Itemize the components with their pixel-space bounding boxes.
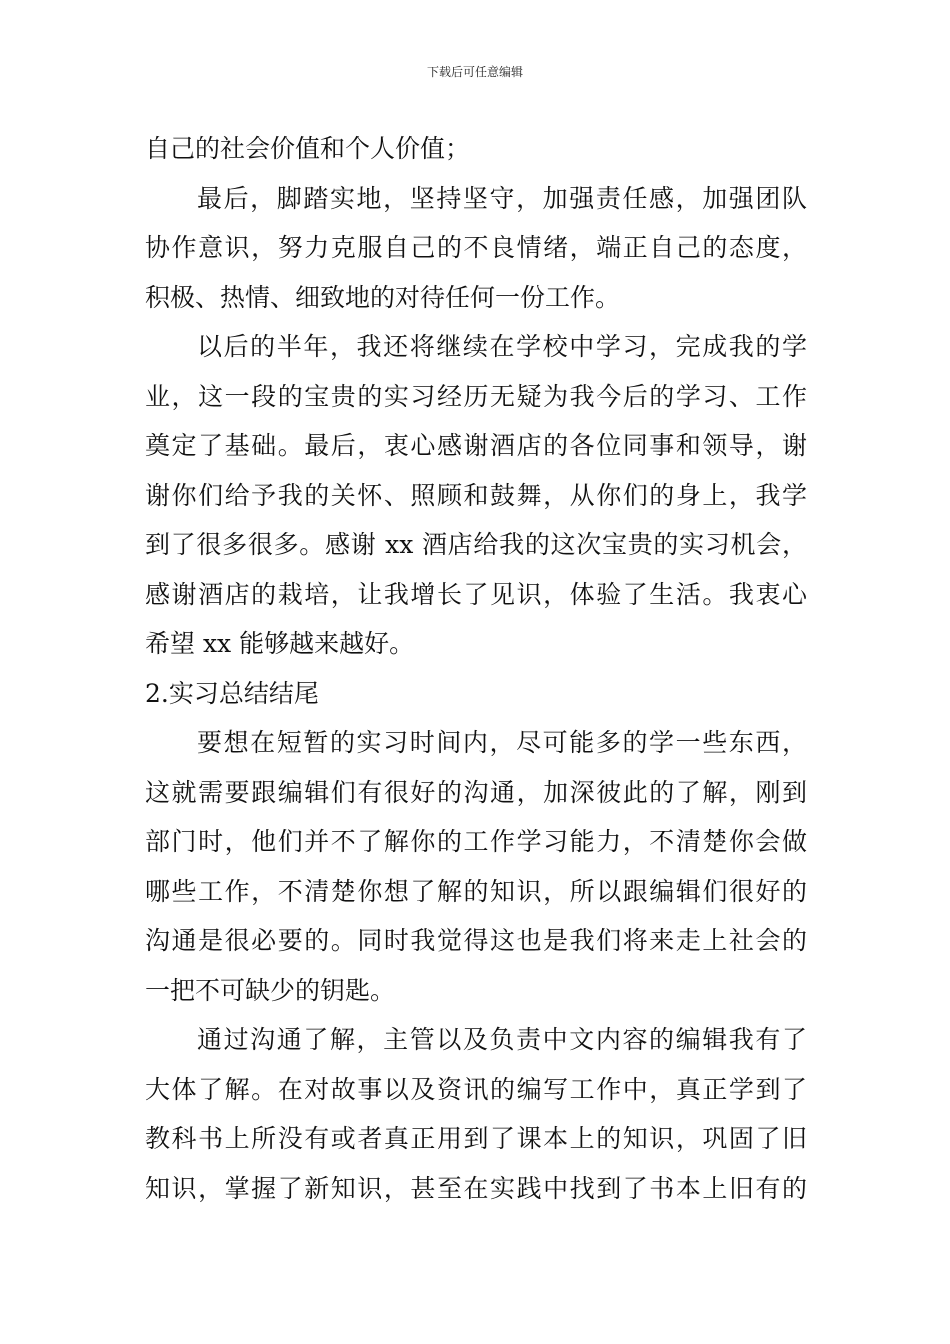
text-line: 协作意识，努力克服自己的不良情绪，端正自己的态度，	[145, 233, 807, 262]
text-line: 这就需要跟编辑们有很好的沟通，加深彼此的了解，刚到	[145, 777, 807, 807]
text-line: 希望 xx 能够越来越好。	[145, 629, 415, 658]
text-line: 教科书上所没有或者真正用到了课本上的知识，巩固了旧	[145, 1124, 807, 1153]
text-line: 到了很多很多。感谢 xx 酒店给我的这次宝贵的实习机会，	[145, 530, 807, 559]
text-line: 哪些工作，不清楚你想了解的知识，所以跟编辑们很好的	[145, 876, 807, 906]
text-line: 奠定了基础。最后，衷心感谢酒店的各位同事和领导，谢	[145, 431, 807, 460]
text-line: 通过沟通了解，主管以及负责中文内容的编辑我有了	[197, 1025, 807, 1054]
text-line: 知识，掌握了新知识，甚至在实践中找到了书本上旧有的	[145, 1173, 807, 1203]
text-line: 以后的半年，我还将继续在学校中学习，完成我的学	[197, 332, 807, 361]
text-line: 业，这一段的宝贵的实习经历无疑为我今后的学习、工作	[145, 381, 807, 411]
text-line: 要想在短暂的实习时间内，尽可能多的学一些东西，	[197, 728, 807, 757]
text-line: 谢你们给予我的关怀、照顾和鼓舞，从你们的身上，我学	[145, 480, 807, 510]
text-line: 感谢酒店的栽培，让我增长了见识，体验了生活。我衷心	[145, 579, 807, 609]
text-line: 最后，脚踏实地，坚持坚守，加强责任感，加强团队	[197, 183, 807, 213]
text-line: 部门时，他们并不了解你的工作学习能力，不清楚你会做	[145, 827, 807, 856]
text-line: 大体了解。在对故事以及资讯的编写工作中，真正学到了	[145, 1074, 807, 1104]
page-header: 下载后可任意编辑	[426, 65, 523, 79]
text-line: 一把不可缺少的钥匙。	[145, 975, 396, 1005]
document-body	[145, 124, 807, 1213]
text-line: 自己的社会价值和个人价值；	[145, 134, 471, 163]
text-line: 沟通是很必要的。同时我觉得这也是我们将来走上社会的	[145, 926, 807, 955]
text-line: 积极、热情、细致地的对待任何一份工作。	[145, 282, 621, 312]
section-heading: 2.实习总结结尾	[145, 678, 319, 708]
